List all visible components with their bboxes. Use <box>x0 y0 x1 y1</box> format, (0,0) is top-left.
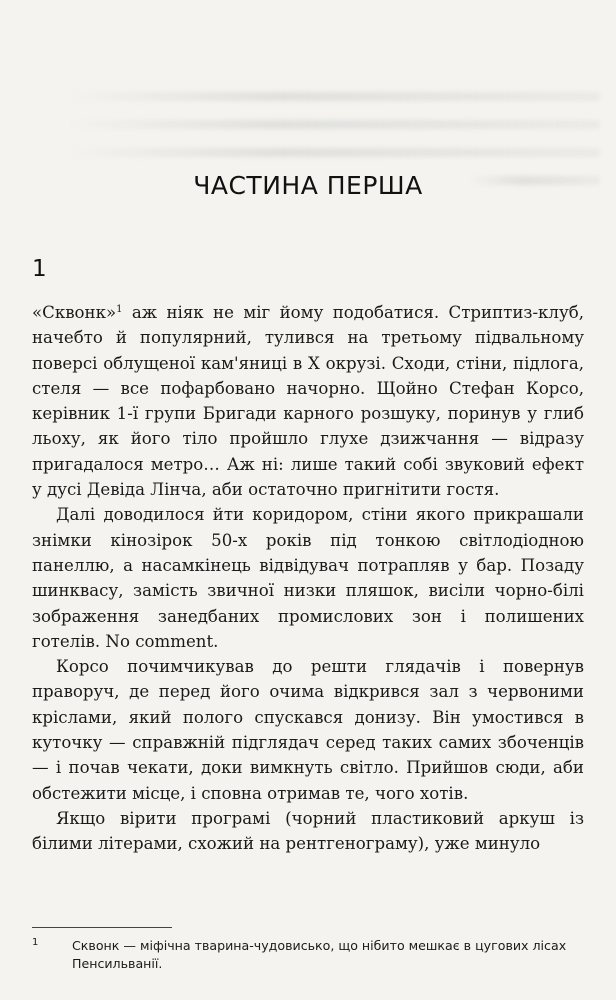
footnote-divider <box>32 927 172 928</box>
footnote <box>32 937 584 973</box>
paragraph: Якщо вірити програмі (чорний пластиковий аркуш із білими літерами, схожий на рентгенограму), уже минуло <box>32 808 584 854</box>
paragraph-start: «Сквонк» <box>32 303 117 322</box>
paragraph: Далі доводилося йти коридором, стіни якого прикрашали знімки кінозірок 50-х років під тонкою світлодіодною панеллю, а насамкінець відвідувач потрапляв у бар. Позаду шинквасу, замість звичної низки пляшок, висіли чорно-білі зображення занедбаних промислових зон і полишених готелів. No comment. <box>32 505 584 651</box>
footnote-mark: 1 <box>32 937 39 948</box>
footnote-text: Сквонк — міфічна тварина-чудовисько, що нібито мешкає в цугових лісах Пенсильванії. <box>72 938 567 971</box>
paragraph: Корсо почимчикував до решти глядачів і повернув праворуч, де перед його очима відкрився зал з червоними кріслами, який полого спускався донизу. Він умостився в куточку — справжній підглядач серед таких самих збоченців — і почав чекати, доки вимкнуть світло. Прийшов сюди, аби обстежити місце, і сповна отримав те, чого хотів. <box>32 657 584 803</box>
show-through-text <box>70 148 600 157</box>
chapter-number: 1 <box>32 256 47 282</box>
paragraph <box>32 300 584 502</box>
body-text <box>32 300 584 857</box>
paragraph-text: аж ніяк не міг йому подобатися. Стриптиз-клуб, начебто й популярний, тулився на третьому підвальному поверсі облущеної кам'яниці в Х окрузі. Сходи, стіни, підлога, стеля — все пофарбовано начорно. Щойно Стефан Корсо, керівник 1-ї групи Бригади карного розшуку, поринув у глиб льоху, як його тіло пройшло глухе дзижчання — відразу пригадалося метро… Аж ні: лише такий собі звуковий ефект у дусі Девіда Лінча, аби остаточно пригнітити гостя. <box>32 303 584 500</box>
show-through-text <box>70 92 600 101</box>
part-title: ЧАСТИНА ПЕРША <box>193 171 423 200</box>
footnote-reference[interactable]: 1 <box>116 304 123 315</box>
show-through-text <box>70 120 600 129</box>
